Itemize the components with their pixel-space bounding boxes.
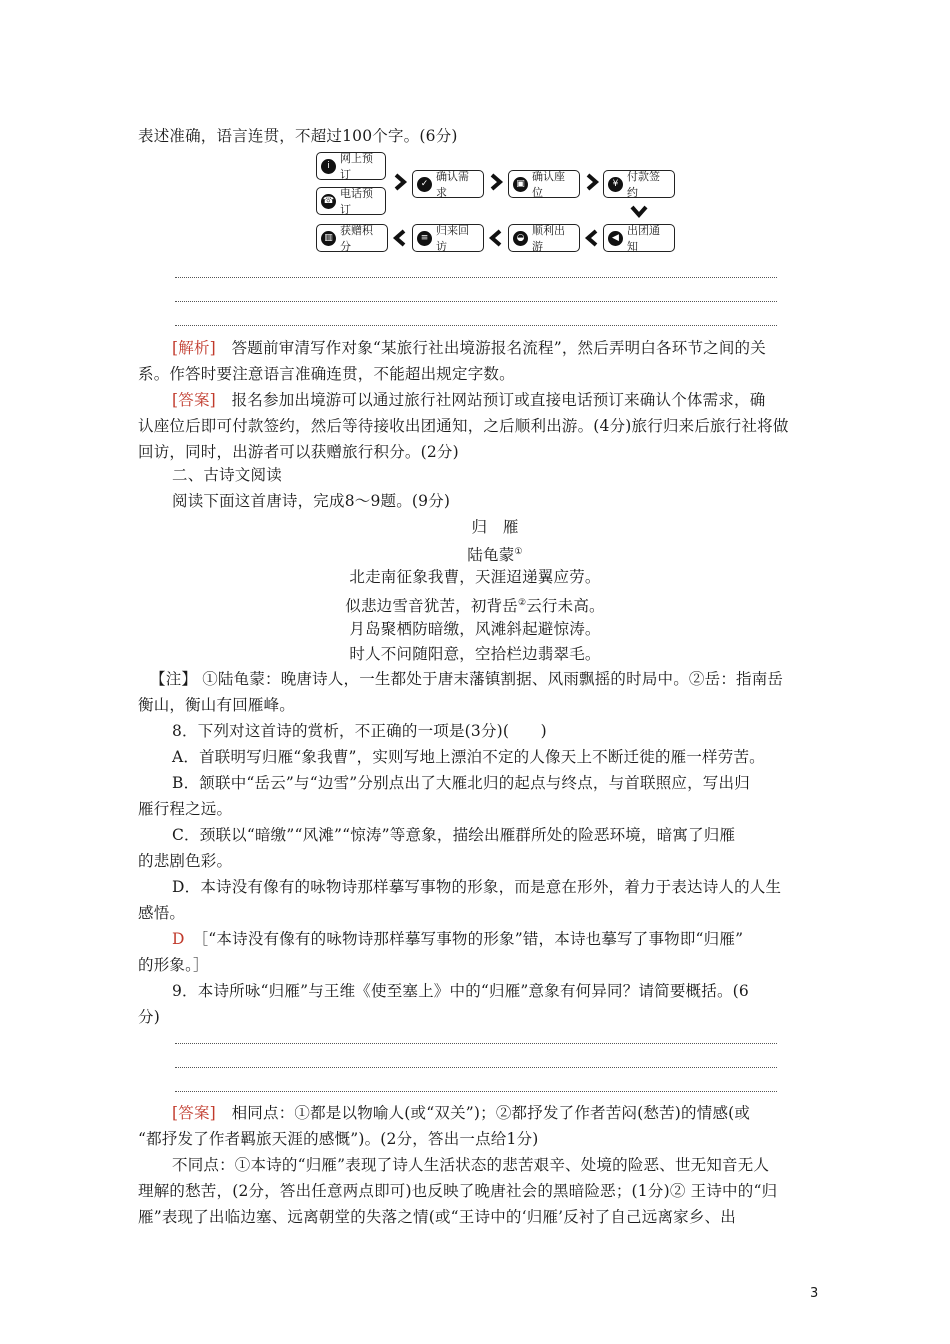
- flow-node-pay-sign: ¥ 付款签约: [603, 170, 675, 198]
- option-c: C．颈联以“暗缴”“风滩”“惊涛”等意象，描绘出雁群所处的险恶环境，暗寓了归雁: [172, 826, 736, 844]
- answer-text: 雁”表现了出临边塞、远离朝堂的失落之情(或“王诗中的‘归雁’反衬了自己远离家乡、出: [138, 1208, 736, 1226]
- option-b: B．颔联中“岳云”与“边雪”分别点出了大雁北归的起点与终点，与首联照应，写出归: [172, 774, 750, 792]
- answer-text: 不同点：①本诗的“归雁”表现了诗人生活状态的悲苦艰辛、处境的险恶、世无知音无人: [172, 1156, 770, 1174]
- poem-title: 归 雁: [471, 518, 519, 536]
- answer-text: 理解的愁苦，(2分，答出任意两点即可)也反映了晚唐社会的黑暗险恶；(1分)② 王诗中的“归: [138, 1182, 778, 1200]
- answer-text: 认座位后即可付款签约，然后等待接收出团通知，之后顺利出游。(4分)旅行归来后旅行社将做: [138, 417, 789, 435]
- answer-line: [175, 1091, 777, 1092]
- arrow-left-icon: [486, 228, 506, 248]
- answer-letter: D: [172, 930, 185, 948]
- question-8-answer: D ［“本诗没有像有的咏物诗那样摹写事物的形象”错，本诗也摹写了事物即“归雁”: [172, 930, 744, 948]
- page-number: 3: [810, 1286, 819, 1301]
- poem-line: 北走南征象我曹，天涯迢递翼应劳。: [349, 568, 601, 586]
- analysis-text: 系。作答时要注意语言准确连贯，不能超出规定字数。: [138, 365, 515, 383]
- flow-node-return-visit: ≡ 归来回访: [412, 224, 484, 252]
- poem-line: 似悲边雪音犹苦，初背岳②云行未高。: [345, 597, 605, 616]
- flow-node-smooth-trip: ◒ 顺利出游: [508, 224, 580, 252]
- arrow-left-icon: [582, 228, 602, 248]
- yen-icon: ¥: [608, 177, 623, 192]
- flow-node-group-notice: ◀ 出团通知: [603, 224, 675, 252]
- poem-author: 陆龟蒙①: [467, 546, 523, 565]
- arrow-left-icon: [390, 228, 410, 248]
- question-9-answer: [答案] 相同点：①都是以物喻人(或“双关”)；②都抒发了作者苦闷(愁苦)的情感(或: [172, 1104, 751, 1122]
- seat-icon: ▣: [513, 177, 528, 192]
- arrow-right-icon: [486, 172, 506, 192]
- poem-line: 时人不问随阳意，空拾栏边翡翠毛。: [349, 645, 601, 663]
- answer-line: [175, 1067, 777, 1068]
- option-a: A．首联明写归雁“象我曹”，实则写地上漂泊不定的人像天上不断迁徙的雁一样劳苦。: [172, 748, 765, 766]
- flow-node-gift-points: ▥ 获赠积分: [316, 224, 388, 252]
- flow-node-phone: ☎ 电话预订: [316, 187, 386, 215]
- flow-node-online: i 网上预订: [316, 152, 386, 180]
- chat-icon: ≡: [417, 231, 432, 246]
- answer-text: “都抒发了作者羁旅天涯的感慨”)。(2分，答出一点给1分): [138, 1130, 539, 1148]
- footnote-text: 【注】 ①陆龟蒙：晚唐诗人，一生都处于唐末藩镇割据、风雨飘摇的时局中。②岳：指南岳: [150, 670, 784, 688]
- flow-node-confirm-seat: ▣ 确认座位: [508, 170, 580, 198]
- question-9-stem-cont: 分): [138, 1008, 160, 1026]
- section-title: 二、古诗文阅读: [172, 466, 282, 484]
- answer-line: [175, 277, 777, 278]
- option-d: D．本诗没有像有的咏物诗那样摹写事物的形象，而是意在形外，着力于表达诗人的人生: [172, 878, 782, 896]
- info-icon: i: [321, 159, 336, 174]
- analysis-label: [解析]: [172, 339, 216, 357]
- question-8-stem: 8．下列对这首诗的赏析，不正确的一项是(3分)( ): [172, 722, 547, 740]
- answer-label: [答案]: [172, 1104, 216, 1122]
- intro-line: 表述准确，语言连贯，不超过100个字。(6分): [138, 127, 458, 145]
- footnote-text: 衡山，衡山有回雁峰。: [138, 696, 296, 714]
- option-d-cont: 感悟。: [138, 904, 186, 922]
- speaker-icon: ◀: [608, 231, 623, 246]
- answer-text: 回访，同时，出游者可以获赠旅行积分。(2分): [138, 443, 459, 461]
- analysis-paragraph: [解析] 答题前审清写作对象“某旅行社出境游报名流程”，然后弄明白各环节之间的关: [172, 339, 766, 357]
- bus-icon: ◒: [513, 231, 528, 246]
- phone-icon: ☎: [321, 194, 336, 209]
- arrow-down-icon: [629, 201, 649, 221]
- explanation-text: 的形象。］: [138, 956, 209, 974]
- flow-node-confirm-need: ✓ 确认需求: [412, 170, 484, 198]
- option-b-cont: 雁行程之远。: [138, 800, 233, 818]
- answer-label: [答案]: [172, 391, 216, 409]
- question-9-stem: 9．本诗所咏“归雁”与王维《使至塞上》中的“归雁”意象有何异同？请简要概括。(6: [172, 982, 749, 1000]
- arrow-right-icon: [390, 172, 410, 192]
- check-icon: ✓: [417, 177, 432, 192]
- answer-line: [175, 325, 777, 326]
- gift-icon: ▥: [321, 231, 336, 246]
- arrow-right-icon: [582, 172, 602, 192]
- reading-intro: 阅读下面这首唐诗，完成8～9题。(9分): [172, 492, 451, 510]
- answer-line: [175, 1043, 777, 1044]
- answer-line: [175, 301, 777, 302]
- poem-line: 月岛聚栖防暗缴，风滩斜起避惊涛。: [349, 620, 601, 638]
- answer-paragraph: [答案] 报名参加出境游可以通过旅行社网站预订或直接电话预订来确认个体需求，确: [172, 391, 766, 409]
- option-c-cont: 的悲剧色彩。: [138, 852, 233, 870]
